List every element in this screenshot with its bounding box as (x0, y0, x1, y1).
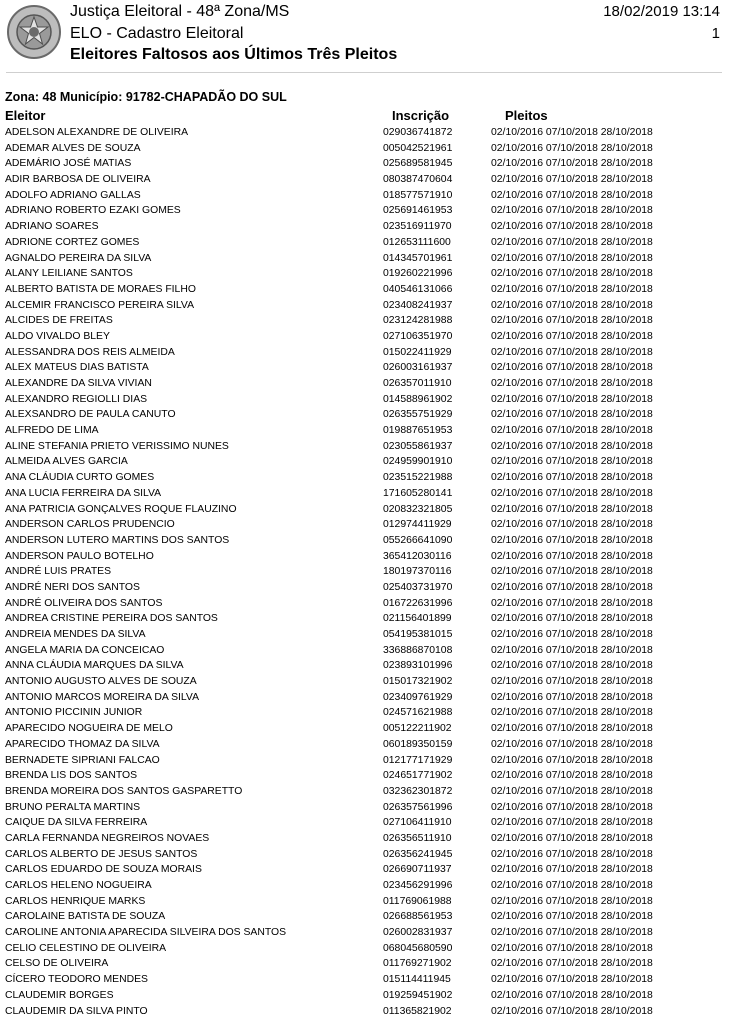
voter-name: ALINE STEFANIA PRIETO VERISSIMO NUNES (5, 440, 229, 452)
table-row (0, 329, 730, 345)
voter-name: ANDRÉ LUIS PRATES (5, 566, 112, 578)
missed-elections: 02/10/2016 07/10/2018 28/10/2018 (491, 425, 653, 437)
voter-registration: 026003161937 (383, 362, 453, 374)
voter-name: ALCEMIR FRANCISCO PEREIRA SILVA (5, 299, 194, 311)
column-header-pleitos: Pleitos (505, 108, 548, 123)
table-row (0, 658, 730, 674)
report-org-title: Justiça Eleitoral - 48ª Zona/MS (70, 3, 290, 20)
missed-elections: 02/10/2016 07/10/2018 28/10/2018 (491, 330, 653, 342)
missed-elections: 02/10/2016 07/10/2018 28/10/2018 (491, 738, 653, 750)
missed-elections: 02/10/2016 07/10/2018 28/10/2018 (491, 832, 653, 844)
voter-name: ADRIANO ROBERTO EZAKI GOMES (5, 205, 181, 217)
missed-elections: 02/10/2016 07/10/2018 28/10/2018 (491, 221, 653, 233)
table-row (0, 800, 730, 816)
voter-registration: 005122211902 (383, 723, 452, 735)
missed-elections: 02/10/2016 07/10/2018 28/10/2018 (491, 550, 653, 562)
voter-registration: 012177171929 (383, 754, 453, 766)
voter-registration: 026357011910 (383, 378, 452, 389)
missed-elections: 02/10/2016 07/10/2018 28/10/2018 (491, 691, 653, 703)
voter-registration: 018577571910 (383, 189, 453, 201)
table-row (0, 141, 730, 157)
voter-name: ALMEIDA ALVES GARCIA (5, 456, 128, 468)
voter-registration: 023456291996 (383, 880, 453, 891)
voter-registration: 015022411929 (383, 346, 452, 358)
missed-elections: 02/10/2016 07/10/2018 28/10/2018 (491, 911, 653, 923)
voter-registration: 011769061988 (383, 895, 452, 907)
table-row (0, 298, 730, 314)
table-row (0, 596, 730, 612)
missed-elections: 02/10/2016 07/10/2018 28/10/2018 (491, 174, 653, 186)
voter-name: ALBERTO BATISTA DE MORAES FILHO (5, 283, 196, 295)
missed-elections: 02/10/2016 07/10/2018 28/10/2018 (491, 315, 653, 327)
voter-name: ANA LUCIA FERREIRA DA SILVA (5, 487, 162, 499)
table-row (0, 266, 730, 282)
table-row (0, 407, 730, 423)
header-divider (6, 72, 722, 73)
voter-registration: 012653111600 (383, 236, 451, 248)
voter-table-body (0, 125, 730, 1019)
voter-registration: 011769271902 (383, 958, 452, 970)
voter-name: ALEXANDRO REGIOLLI DIAS (5, 393, 148, 405)
voter-registration: 180197370116 (383, 566, 452, 578)
voter-name: ADRIANO SOARES (5, 221, 99, 233)
voter-registration: 023515221988 (383, 472, 453, 484)
table-row (0, 721, 730, 737)
missed-elections: 02/10/2016 07/10/2018 28/10/2018 (491, 723, 653, 735)
voter-registration: 014345701961 (383, 252, 453, 264)
page-number: 1 (711, 25, 720, 42)
missed-elections: 02/10/2016 07/10/2018 28/10/2018 (491, 566, 653, 578)
table-row (0, 282, 730, 298)
table-row (0, 564, 730, 580)
voter-name: ALANY LEILIANE SANTOS (5, 268, 133, 280)
table-row (0, 862, 730, 878)
missed-elections: 02/10/2016 07/10/2018 28/10/2018 (491, 927, 653, 939)
table-row (0, 894, 730, 910)
coat-of-arms-seal-icon (6, 4, 62, 60)
table-row (0, 784, 730, 800)
voter-name: ALEX MATEUS DIAS BATISTA (5, 362, 149, 374)
column-header-eleitor: Eleitor (5, 108, 46, 123)
voter-name: ALESSANDRA DOS REIS ALMEIDA (5, 346, 175, 358)
voter-registration: 026002831937 (383, 927, 453, 939)
table-row (0, 580, 730, 596)
missed-elections: 02/10/2016 07/10/2018 28/10/2018 (491, 393, 653, 405)
voter-name: ANA PATRICIA GONÇALVES ROQUE FLAUZINO (5, 503, 237, 515)
voter-registration: 026357561996 (383, 801, 453, 813)
table-row (0, 188, 730, 204)
voter-registration: 024571621988 (383, 707, 453, 719)
table-row (0, 517, 730, 533)
missed-elections: 02/10/2016 07/10/2018 28/10/2018 (491, 942, 653, 954)
missed-elections: 02/10/2016 07/10/2018 28/10/2018 (491, 880, 653, 891)
missed-elections: 02/10/2016 07/10/2018 28/10/2018 (491, 895, 653, 907)
voter-name: CARLOS HENRIQUE MARKS (5, 895, 146, 907)
missed-elections: 02/10/2016 07/10/2018 28/10/2018 (491, 142, 653, 154)
missed-elections: 02/10/2016 07/10/2018 28/10/2018 (491, 534, 653, 546)
table-row (0, 753, 730, 769)
voter-name: ALEXANDRE DA SILVA VIVIAN (5, 378, 152, 389)
table-row (0, 392, 730, 408)
table-row (0, 674, 730, 690)
voter-registration: 027106351970 (383, 330, 453, 342)
missed-elections: 02/10/2016 07/10/2018 28/10/2018 (491, 785, 653, 797)
table-row (0, 925, 730, 941)
report-datetime: 18/02/2019 13:14 (603, 3, 720, 20)
table-row (0, 972, 730, 988)
voter-name: ALCIDES DE FREITAS (5, 315, 113, 327)
voter-name: ADEMÁRIO JOSÉ MATIAS (5, 158, 132, 170)
missed-elections: 02/10/2016 07/10/2018 28/10/2018 (491, 252, 653, 264)
voter-name: ADIR BARBOSA DE OLIVEIRA (5, 174, 151, 186)
voter-name: ANTONIO AUGUSTO ALVES DE SOUZA (5, 676, 197, 688)
voter-registration: 012974411929 (383, 519, 452, 531)
voter-name: CLAUDEMIR BORGES (5, 989, 114, 1001)
voter-name: ANDERSON CARLOS PRUDENCIO (5, 519, 175, 531)
voter-name: BRUNO PERALTA MARTINS (5, 801, 141, 813)
table-row (0, 454, 730, 470)
voter-registration: 021156401899 (383, 613, 452, 625)
voter-registration: 026355751929 (383, 409, 453, 421)
table-row (0, 737, 730, 753)
table-row (0, 172, 730, 188)
voter-name: ANDRÉ NERI DOS SANTOS (5, 581, 140, 593)
voter-name: BERNADETE SIPRIANI FALCAO (5, 754, 160, 766)
voter-registration: 171605280141 (383, 487, 453, 499)
voter-name: ANTONIO MARCOS MOREIRA DA SILVA (5, 691, 199, 703)
missed-elections: 02/10/2016 07/10/2018 28/10/2018 (491, 676, 653, 688)
missed-elections: 02/10/2016 07/10/2018 28/10/2018 (491, 456, 653, 468)
voter-registration: 025403731970 (383, 581, 453, 593)
table-row (0, 313, 730, 329)
missed-elections: 02/10/2016 07/10/2018 28/10/2018 (491, 283, 653, 295)
voter-registration: 023124281988 (383, 315, 453, 327)
voter-registration: 019887651953 (383, 425, 453, 437)
voter-name: CÍCERO TEODORO MENDES (5, 974, 148, 986)
voter-registration: 336886870108 (383, 644, 453, 656)
voter-registration: 015017321902 (383, 676, 453, 688)
report-system-title: ELO - Cadastro Eleitoral (70, 25, 244, 42)
voter-registration: 023055861937 (383, 440, 453, 452)
table-row (0, 988, 730, 1004)
voter-registration: 005042521961 (383, 142, 453, 154)
voter-registration: 019260221996 (383, 268, 453, 280)
missed-elections: 02/10/2016 07/10/2018 28/10/2018 (491, 707, 653, 719)
voter-registration: 032362301872 (383, 785, 453, 797)
table-row (0, 831, 730, 847)
missed-elections: 02/10/2016 07/10/2018 28/10/2018 (491, 801, 653, 813)
voter-registration: 023408241937 (383, 299, 453, 311)
missed-elections: 02/10/2016 07/10/2018 28/10/2018 (491, 629, 653, 640)
voter-name: CELIO CELESTINO DE OLIVEIRA (5, 942, 167, 954)
voter-registration: 023893101996 (383, 660, 453, 672)
table-row (0, 345, 730, 361)
voter-registration: 055266641090 (383, 534, 453, 546)
voter-name: ANDRÉ OLIVEIRA DOS SANTOS (5, 597, 163, 609)
missed-elections: 02/10/2016 07/10/2018 28/10/2018 (491, 268, 653, 280)
voter-name: CARLOS ALBERTO DE JESUS SANTOS (5, 848, 198, 860)
voter-name: ALEXSANDRO DE PAULA CANUTO (5, 409, 176, 421)
missed-elections: 02/10/2016 07/10/2018 28/10/2018 (491, 472, 653, 484)
voter-name: AGNALDO PEREIRA DA SILVA (5, 252, 152, 264)
voter-name: CELSO DE OLIVEIRA (5, 958, 109, 970)
table-row (0, 235, 730, 251)
missed-elections: 02/10/2016 07/10/2018 28/10/2018 (491, 127, 653, 138)
missed-elections: 02/10/2016 07/10/2018 28/10/2018 (491, 346, 653, 358)
table-row (0, 941, 730, 957)
missed-elections: 02/10/2016 07/10/2018 28/10/2018 (491, 989, 653, 1001)
voter-registration: 080387470604 (383, 174, 453, 186)
voter-registration: 068045680590 (383, 942, 453, 954)
table-row (0, 360, 730, 376)
table-row (0, 502, 730, 518)
voter-name: CARLOS HELENO NOGUEIRA (5, 880, 152, 891)
missed-elections: 02/10/2016 07/10/2018 28/10/2018 (491, 519, 653, 531)
voter-registration: 026356241945 (383, 848, 453, 860)
missed-elections: 02/10/2016 07/10/2018 28/10/2018 (491, 864, 653, 876)
missed-elections: 02/10/2016 07/10/2018 28/10/2018 (491, 362, 653, 374)
zone-municipality-line: Zona: 48 Município: 91782-CHAPADÃO DO SUL (5, 90, 287, 104)
missed-elections: 02/10/2016 07/10/2018 28/10/2018 (491, 770, 653, 782)
voter-registration: 024651771902 (383, 770, 453, 782)
missed-elections: 02/10/2016 07/10/2018 28/10/2018 (491, 158, 653, 170)
missed-elections: 02/10/2016 07/10/2018 28/10/2018 (491, 754, 653, 766)
table-row (0, 376, 730, 392)
table-row (0, 1004, 730, 1020)
table-row (0, 705, 730, 721)
missed-elections: 02/10/2016 07/10/2018 28/10/2018 (491, 958, 653, 970)
missed-elections: 02/10/2016 07/10/2018 28/10/2018 (491, 581, 653, 593)
voter-name: CAIQUE DA SILVA FERREIRA (5, 817, 148, 829)
voter-registration: 054195381015 (383, 629, 453, 640)
voter-name: ANDREIA MENDES DA SILVA (5, 629, 146, 640)
table-row (0, 768, 730, 784)
voter-name: CAROLAINE BATISTA DE SOUZA (5, 911, 166, 923)
voter-name: CAROLINE ANTONIA APARECIDA SILVEIRA DOS SANTOS (5, 927, 287, 939)
voter-registration: 025689581945 (383, 158, 453, 170)
voter-registration: 016722631996 (383, 597, 453, 609)
missed-elections: 02/10/2016 07/10/2018 28/10/2018 (491, 487, 653, 499)
voter-name: ANA CLÁUDIA CURTO GOMES (5, 472, 155, 484)
voter-name: ADOLFO ADRIANO GALLAS (5, 189, 141, 201)
voter-name: ADEMAR ALVES DE SOUZA (5, 142, 141, 154)
missed-elections: 02/10/2016 07/10/2018 28/10/2018 (491, 409, 653, 421)
missed-elections: 02/10/2016 07/10/2018 28/10/2018 (491, 236, 653, 248)
voter-name: ADRIONE CORTEZ GOMES (5, 236, 140, 248)
table-row (0, 486, 730, 502)
voter-name: ANTONIO PICCININ JUNIOR (5, 707, 143, 719)
table-row (0, 439, 730, 455)
voter-name: ANGELA MARIA DA CONCEICAO (5, 644, 165, 656)
voter-name: ADELSON ALEXANDRE DE OLIVEIRA (5, 127, 189, 138)
voter-name: ANDERSON LUTERO MARTINS DOS SANTOS (5, 534, 230, 546)
table-row (0, 423, 730, 439)
missed-elections: 02/10/2016 07/10/2018 28/10/2018 (491, 189, 653, 201)
table-row (0, 611, 730, 627)
table-row (0, 251, 730, 267)
voter-name: APARECIDO THOMAZ DA SILVA (5, 738, 160, 750)
table-row (0, 549, 730, 565)
table-row (0, 470, 730, 486)
voter-name: CLAUDEMIR DA SILVA PINTO (5, 1005, 148, 1017)
voter-registration: 015114411945 (383, 974, 451, 986)
voter-registration: 023516911970 (383, 221, 452, 233)
voter-name: ANDERSON PAULO BOTELHO (5, 550, 154, 562)
missed-elections: 02/10/2016 07/10/2018 28/10/2018 (491, 848, 653, 860)
voter-registration: 026688561953 (383, 911, 453, 923)
missed-elections: 02/10/2016 07/10/2018 28/10/2018 (491, 378, 653, 389)
table-row (0, 690, 730, 706)
table-row (0, 156, 730, 172)
voter-registration: 019259451902 (383, 989, 453, 1001)
missed-elections: 02/10/2016 07/10/2018 28/10/2018 (491, 660, 653, 672)
voter-registration: 026690711937 (383, 864, 452, 876)
report-title: Eleitores Faltosos aos Últimos Três Pleitos (70, 46, 398, 63)
voter-registration: 026356511910 (383, 832, 452, 844)
voter-name: CARLOS EDUARDO DE SOUZA MORAIS (5, 864, 202, 876)
table-row (0, 847, 730, 863)
voter-name: CARLA FERNANDA NEGREIROS NOVAES (5, 832, 210, 844)
missed-elections: 02/10/2016 07/10/2018 28/10/2018 (491, 1005, 653, 1017)
report-header (0, 0, 730, 75)
voter-registration: 040546131066 (383, 283, 453, 295)
voter-registration: 365412030116 (383, 550, 452, 562)
table-row (0, 878, 730, 894)
voter-registration: 024959901910 (383, 456, 453, 468)
voter-registration: 011365821902 (383, 1005, 452, 1017)
voter-registration: 027106411910 (383, 817, 452, 829)
missed-elections: 02/10/2016 07/10/2018 28/10/2018 (491, 503, 653, 515)
voter-registration: 020832321805 (383, 503, 453, 515)
voter-registration: 060189350159 (383, 738, 453, 750)
table-row (0, 219, 730, 235)
missed-elections: 02/10/2016 07/10/2018 28/10/2018 (491, 205, 653, 217)
missed-elections: 02/10/2016 07/10/2018 28/10/2018 (491, 817, 653, 829)
column-header-inscricao: Inscrição (392, 108, 450, 123)
table-row (0, 815, 730, 831)
table-row (0, 533, 730, 549)
missed-elections: 02/10/2016 07/10/2018 28/10/2018 (491, 644, 653, 656)
voter-registration: 023409761929 (383, 691, 453, 703)
table-row (0, 203, 730, 219)
table-row (0, 125, 730, 141)
voter-name: ALFREDO DE LIMA (5, 425, 99, 437)
voter-name: ALDO VIVALDO BLEY (5, 330, 110, 342)
table-row (0, 643, 730, 659)
voter-registration: 014588961902 (383, 393, 453, 405)
missed-elections: 02/10/2016 07/10/2018 28/10/2018 (491, 597, 653, 609)
voter-name: ANNA CLÁUDIA MARQUES DA SILVA (5, 660, 184, 672)
table-row (0, 909, 730, 925)
voter-name: BRENDA MOREIRA DOS SANTOS GASPARETTO (5, 785, 243, 797)
voter-name: BRENDA LIS DOS SANTOS (5, 770, 138, 782)
voter-registration: 029036741872 (383, 127, 453, 138)
voter-registration: 025691461953 (383, 205, 453, 217)
missed-elections: 02/10/2016 07/10/2018 28/10/2018 (491, 440, 653, 452)
table-row (0, 627, 730, 643)
missed-elections: 02/10/2016 07/10/2018 28/10/2018 (491, 299, 653, 311)
voter-name: ANDREA CRISTINE PEREIRA DOS SANTOS (5, 613, 218, 625)
missed-elections: 02/10/2016 07/10/2018 28/10/2018 (491, 613, 653, 625)
missed-elections: 02/10/2016 07/10/2018 28/10/2018 (491, 974, 653, 986)
voter-name: APARECIDO NOGUEIRA DE MELO (5, 723, 173, 735)
table-row (0, 956, 730, 972)
